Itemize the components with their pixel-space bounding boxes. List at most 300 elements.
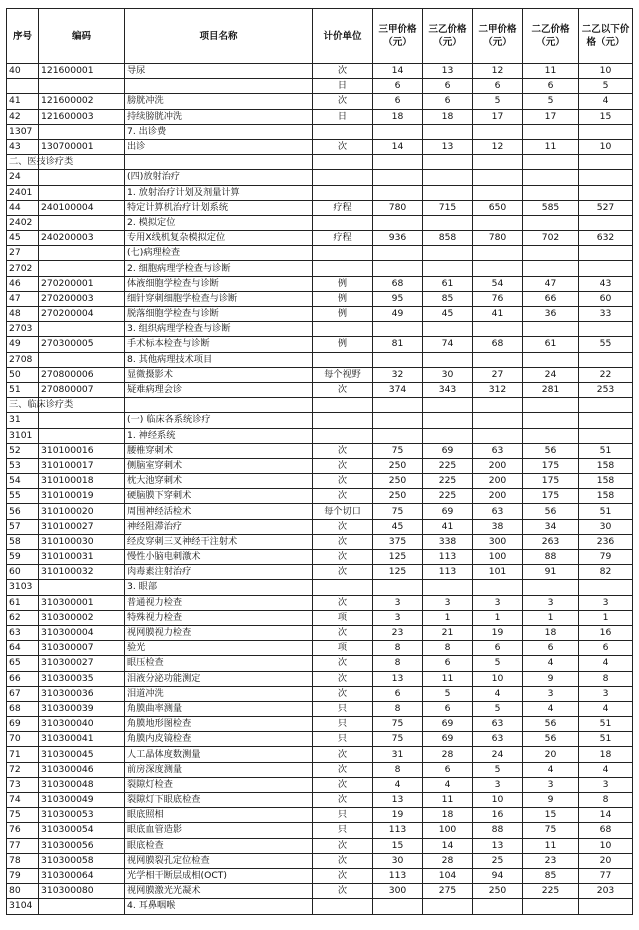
seq-cell: 41: [7, 94, 39, 109]
code-cell: 310100032: [39, 565, 125, 580]
price-cell: 4: [523, 656, 579, 671]
price-cell: 94: [473, 868, 523, 883]
seq-cell: 60: [7, 565, 39, 580]
price-cell: 4: [423, 777, 473, 792]
header-row: [7, 9, 633, 64]
price-cell: 15: [523, 808, 579, 823]
price-cell: 30: [579, 519, 633, 534]
table-row: [7, 717, 633, 732]
price-cell: 95: [373, 291, 423, 306]
table-row: [7, 367, 633, 382]
price-cell: 715: [423, 200, 473, 215]
price-cell: 18: [423, 109, 473, 124]
price-cell: 6: [373, 94, 423, 109]
price-cell: [373, 246, 423, 261]
code-cell: 310300045: [39, 747, 125, 762]
price-cell: 8: [373, 641, 423, 656]
seq-cell: 2702: [7, 261, 39, 276]
price-cell: 88: [523, 550, 579, 565]
column-header: 二乙以下价格（元）: [579, 9, 633, 64]
price-cell: 69: [423, 504, 473, 519]
price-cell: 68: [373, 276, 423, 291]
price-cell: 158: [579, 458, 633, 473]
price-cell: 51: [579, 504, 633, 519]
item-name-cell: 1. 放射治疗计划及剂量计算: [125, 185, 313, 200]
price-cell: [579, 215, 633, 230]
price-cell: 6: [523, 641, 579, 656]
price-cell: 4: [579, 701, 633, 716]
code-cell: 240100004: [39, 200, 125, 215]
unit-cell: [313, 155, 373, 170]
seq-cell: 2402: [7, 215, 39, 230]
price-cell: 6: [373, 79, 423, 94]
price-cell: [373, 398, 423, 413]
price-cell: 45: [373, 519, 423, 534]
code-cell: 310300001: [39, 595, 125, 610]
price-cell: 5: [423, 686, 473, 701]
table-row: [7, 686, 633, 701]
table-row: [7, 124, 633, 139]
price-cell: 375: [373, 534, 423, 549]
item-name-cell: [125, 79, 313, 94]
item-name-cell: 视网膜视力检查: [125, 625, 313, 640]
price-cell: 250: [373, 489, 423, 504]
table-row: [7, 747, 633, 762]
price-cell: [473, 322, 523, 337]
price-cell: 100: [473, 550, 523, 565]
price-cell: [473, 413, 523, 428]
column-header: 序号: [7, 9, 39, 64]
price-cell: 56: [523, 443, 579, 458]
price-cell: 38: [473, 519, 523, 534]
price-cell: [423, 428, 473, 443]
price-cell: 338: [423, 534, 473, 549]
item-name-cell: 导尿: [125, 64, 313, 79]
price-cell: 9: [523, 793, 579, 808]
price-cell: 51: [579, 443, 633, 458]
column-header: 二乙价格（元）: [523, 9, 579, 64]
table-row: [7, 413, 633, 428]
item-name-cell: [125, 398, 313, 413]
price-cell: 13: [373, 793, 423, 808]
unit-cell: [313, 246, 373, 261]
price-cell: 75: [373, 443, 423, 458]
item-name-cell: 出诊: [125, 139, 313, 154]
item-name-cell: 眼底照相: [125, 808, 313, 823]
price-cell: 8: [373, 762, 423, 777]
price-cell: 75: [373, 732, 423, 747]
table-row: [7, 732, 633, 747]
price-cell: [373, 899, 423, 914]
table-body: [7, 64, 633, 915]
item-name-cell: 硬脑膜下穿刺术: [125, 489, 313, 504]
price-cell: 175: [523, 489, 579, 504]
code-cell: 310300056: [39, 838, 125, 853]
seq-cell: 44: [7, 200, 39, 215]
column-header: 计价单位: [313, 9, 373, 64]
table-row: [7, 398, 633, 413]
seq-cell: 67: [7, 686, 39, 701]
price-cell: 68: [579, 823, 633, 838]
code-cell: 310300054: [39, 823, 125, 838]
code-cell: 121600002: [39, 94, 125, 109]
price-cell: 13: [423, 139, 473, 154]
code-cell: 270800007: [39, 382, 125, 397]
price-cell: 15: [373, 838, 423, 853]
table-row: [7, 322, 633, 337]
price-cell: [523, 155, 579, 170]
table-row: [7, 276, 633, 291]
column-header: 项目名称: [125, 9, 313, 64]
price-cell: 18: [579, 747, 633, 762]
code-cell: 310300007: [39, 641, 125, 656]
price-cell: 22: [579, 367, 633, 382]
seq-cell: 80: [7, 884, 39, 899]
unit-cell: 例: [313, 291, 373, 306]
unit-cell: 例: [313, 307, 373, 322]
code-cell: [39, 185, 125, 200]
price-cell: [523, 322, 579, 337]
unit-cell: 只: [313, 701, 373, 716]
seq-cell: 50: [7, 367, 39, 382]
table-row: [7, 550, 633, 565]
price-cell: [579, 155, 633, 170]
price-cell: 88: [473, 823, 523, 838]
item-name-cell: 眼压检查: [125, 656, 313, 671]
table-row: [7, 215, 633, 230]
price-cell: 3: [579, 777, 633, 792]
price-cell: [373, 124, 423, 139]
unit-cell: 次: [313, 382, 373, 397]
price-cell: 10: [579, 139, 633, 154]
item-name-cell: (四)放射治疗: [125, 170, 313, 185]
price-cell: [473, 352, 523, 367]
price-cell: 3: [523, 777, 579, 792]
column-header: 三乙价格（元）: [423, 9, 473, 64]
price-cell: 43: [579, 276, 633, 291]
seq-cell: 27: [7, 246, 39, 261]
price-cell: [523, 185, 579, 200]
price-cell: [523, 398, 579, 413]
price-cell: 6: [473, 79, 523, 94]
unit-cell: 日: [313, 109, 373, 124]
code-cell: 310300053: [39, 808, 125, 823]
item-name-cell: 光学相干断层成相(OCT): [125, 868, 313, 883]
price-cell: 30: [373, 853, 423, 868]
price-cell: 56: [523, 504, 579, 519]
seq-cell: 62: [7, 610, 39, 625]
price-cell: 374: [373, 382, 423, 397]
price-cell: 858: [423, 231, 473, 246]
seq-cell: 53: [7, 458, 39, 473]
price-cell: 8: [423, 641, 473, 656]
table-row: [7, 200, 633, 215]
item-name-cell: 2. 细胞病理学检查与诊断: [125, 261, 313, 276]
item-name-cell: 手术标本检查与诊断: [125, 337, 313, 352]
price-cell: [423, 322, 473, 337]
price-cell: 30: [423, 367, 473, 382]
price-cell: 6: [473, 641, 523, 656]
table-row: [7, 762, 633, 777]
price-cell: [579, 185, 633, 200]
code-cell: [39, 899, 125, 914]
seq-cell: 58: [7, 534, 39, 549]
price-cell: 780: [473, 231, 523, 246]
price-cell: [473, 185, 523, 200]
price-cell: 75: [523, 823, 579, 838]
item-name-cell: 体液细胞学检查与诊断: [125, 276, 313, 291]
seq-cell: 2401: [7, 185, 39, 200]
price-cell: 6: [373, 686, 423, 701]
price-cell: 113: [373, 868, 423, 883]
seq-cell: 48: [7, 307, 39, 322]
price-cell: 79: [579, 550, 633, 565]
price-cell: [579, 398, 633, 413]
item-name-cell: 泪液分泌功能测定: [125, 671, 313, 686]
table-row: [7, 868, 633, 883]
code-cell: 310100017: [39, 458, 125, 473]
table-row: [7, 261, 633, 276]
price-cell: [473, 246, 523, 261]
price-cell: [473, 155, 523, 170]
code-cell: 310300027: [39, 656, 125, 671]
unit-cell: 项: [313, 610, 373, 625]
price-cell: [579, 352, 633, 367]
price-cell: 49: [373, 307, 423, 322]
price-cell: 3: [423, 595, 473, 610]
item-name-cell: 1. 神经系统: [125, 428, 313, 443]
price-cell: 61: [523, 337, 579, 352]
price-cell: 16: [579, 625, 633, 640]
seq-cell: 78: [7, 853, 39, 868]
code-cell: 310300058: [39, 853, 125, 868]
price-cell: [423, 580, 473, 595]
unit-cell: 次: [313, 838, 373, 853]
price-cell: 3: [473, 595, 523, 610]
price-cell: 702: [523, 231, 579, 246]
price-cell: 19: [473, 625, 523, 640]
price-cell: 74: [423, 337, 473, 352]
seq-cell: 75: [7, 808, 39, 823]
price-cell: 31: [373, 747, 423, 762]
price-cell: 20: [579, 853, 633, 868]
price-cell: 3: [373, 595, 423, 610]
unit-cell: [313, 170, 373, 185]
item-name-cell: 裂隙灯下眼底检查: [125, 793, 313, 808]
price-cell: 104: [423, 868, 473, 883]
price-cell: 11: [423, 671, 473, 686]
table-row: [7, 139, 633, 154]
seq-cell: 40: [7, 64, 39, 79]
code-cell: 310300036: [39, 686, 125, 701]
seq-cell: 71: [7, 747, 39, 762]
price-cell: 3: [579, 686, 633, 701]
price-cell: 200: [473, 489, 523, 504]
item-name-cell: (七)病理检查: [125, 246, 313, 261]
code-cell: [39, 79, 125, 94]
table-row: [7, 519, 633, 534]
price-cell: 300: [373, 884, 423, 899]
price-cell: [423, 124, 473, 139]
unit-cell: [313, 580, 373, 595]
table-row: [7, 291, 633, 306]
code-cell: 310300048: [39, 777, 125, 792]
price-cell: 91: [523, 565, 579, 580]
table-row: [7, 595, 633, 610]
unit-cell: 次: [313, 747, 373, 762]
code-cell: [39, 170, 125, 185]
price-cell: [423, 352, 473, 367]
price-cell: 200: [473, 474, 523, 489]
price-cell: 61: [423, 276, 473, 291]
price-cell: [473, 124, 523, 139]
code-cell: 240200003: [39, 231, 125, 246]
item-name-cell: 腰椎穿刺术: [125, 443, 313, 458]
price-cell: [473, 215, 523, 230]
price-cell: 13: [373, 671, 423, 686]
item-name-cell: 眼底血管造影: [125, 823, 313, 838]
unit-cell: [313, 261, 373, 276]
seq-cell: 43: [7, 139, 39, 154]
item-name-cell: 8. 其他病理技术项目: [125, 352, 313, 367]
price-cell: [473, 899, 523, 914]
price-cell: 36: [523, 307, 579, 322]
seq-cell: 79: [7, 868, 39, 883]
price-cell: 63: [473, 504, 523, 519]
price-cell: 66: [523, 291, 579, 306]
item-name-cell: 神经阻滞治疗: [125, 519, 313, 534]
price-cell: 32: [373, 367, 423, 382]
price-cell: 60: [579, 291, 633, 306]
unit-cell: 每个视野: [313, 367, 373, 382]
unit-cell: 次: [313, 550, 373, 565]
price-cell: 780: [373, 200, 423, 215]
code-cell: 270300005: [39, 337, 125, 352]
item-name-cell: 眼底检查: [125, 838, 313, 853]
price-cell: 51: [579, 732, 633, 747]
price-cell: [523, 899, 579, 914]
unit-cell: [313, 352, 373, 367]
seq-cell: 70: [7, 732, 39, 747]
price-cell: [523, 352, 579, 367]
price-cell: 125: [373, 550, 423, 565]
code-cell: 310300004: [39, 625, 125, 640]
code-cell: 310100020: [39, 504, 125, 519]
price-cell: [423, 413, 473, 428]
seq-cell: 77: [7, 838, 39, 853]
table-row: [7, 701, 633, 716]
price-cell: 8: [373, 701, 423, 716]
price-cell: 4: [579, 94, 633, 109]
code-cell: 310300049: [39, 793, 125, 808]
item-name-cell: 疑难病理会诊: [125, 382, 313, 397]
price-cell: [579, 246, 633, 261]
code-cell: [39, 215, 125, 230]
price-cell: 225: [423, 489, 473, 504]
price-cell: 125: [373, 565, 423, 580]
table-row: [7, 443, 633, 458]
price-cell: 6: [423, 762, 473, 777]
price-cell: 23: [373, 625, 423, 640]
price-cell: [579, 413, 633, 428]
price-cell: 5: [579, 79, 633, 94]
code-cell: 310100018: [39, 474, 125, 489]
seq-cell: 24: [7, 170, 39, 185]
unit-cell: 次: [313, 762, 373, 777]
code-cell: 310300035: [39, 671, 125, 686]
price-cell: [523, 246, 579, 261]
price-table-sheet: [6, 8, 632, 915]
column-header: 二甲价格（元）: [473, 9, 523, 64]
unit-cell: 次: [313, 625, 373, 640]
seq-cell: 74: [7, 793, 39, 808]
unit-cell: 只: [313, 732, 373, 747]
price-cell: [579, 580, 633, 595]
item-name-cell: 脱落细胞学检查与诊断: [125, 307, 313, 322]
price-cell: 75: [373, 504, 423, 519]
item-name-cell: 持续膀胱冲洗: [125, 109, 313, 124]
table-row: [7, 458, 633, 473]
seq-cell: 52: [7, 443, 39, 458]
table-row: [7, 352, 633, 367]
code-cell: [39, 261, 125, 276]
unit-cell: 次: [313, 671, 373, 686]
price-cell: 4: [579, 656, 633, 671]
price-cell: 14: [373, 64, 423, 79]
seq-cell: 3104: [7, 899, 39, 914]
price-cell: [523, 261, 579, 276]
price-cell: 650: [473, 200, 523, 215]
unit-cell: 次: [313, 884, 373, 899]
price-cell: [579, 899, 633, 914]
price-cell: [373, 170, 423, 185]
unit-cell: 次: [313, 534, 373, 549]
price-cell: 113: [373, 823, 423, 838]
price-cell: 10: [473, 793, 523, 808]
price-cell: 33: [579, 307, 633, 322]
code-cell: 121600003: [39, 109, 125, 124]
unit-cell: 例: [313, 337, 373, 352]
table-row: [7, 489, 633, 504]
price-cell: 20: [523, 747, 579, 762]
price-cell: 4: [473, 686, 523, 701]
price-cell: 1: [423, 610, 473, 625]
seq-cell: 2703: [7, 322, 39, 337]
table-row: [7, 155, 633, 170]
table-row: [7, 64, 633, 79]
unit-cell: 次: [313, 139, 373, 154]
table-row: [7, 307, 633, 322]
seq-cell: 45: [7, 231, 39, 246]
price-cell: [423, 215, 473, 230]
code-cell: [39, 246, 125, 261]
unit-cell: 次: [313, 64, 373, 79]
table-row: [7, 428, 633, 443]
price-cell: 63: [473, 717, 523, 732]
unit-cell: [313, 215, 373, 230]
code-cell: 130700001: [39, 139, 125, 154]
item-name-cell: 特殊视力检查: [125, 610, 313, 625]
seq-cell: 55: [7, 489, 39, 504]
price-cell: 200: [473, 458, 523, 473]
price-cell: 250: [373, 474, 423, 489]
price-cell: 158: [579, 474, 633, 489]
item-name-cell: 慢性小脑电刺激术: [125, 550, 313, 565]
table-row: [7, 185, 633, 200]
price-cell: 236: [579, 534, 633, 549]
unit-cell: 疗程: [313, 231, 373, 246]
price-cell: 527: [579, 200, 633, 215]
